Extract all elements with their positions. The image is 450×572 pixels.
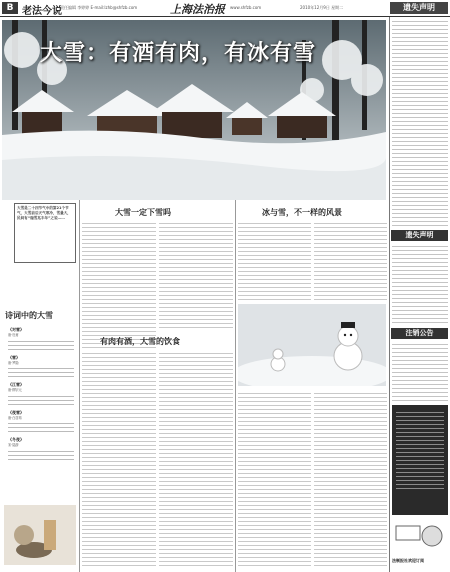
article-body	[82, 350, 156, 568]
poem-author: 宋·陆游	[8, 443, 19, 448]
column-title: 老法今说	[22, 6, 62, 17]
poem-body	[8, 365, 74, 379]
masthead: 上海法治报	[170, 3, 225, 16]
poem-body	[8, 448, 74, 462]
poem-item	[8, 355, 74, 380]
poems-title: 诗词中的大雪	[5, 311, 53, 320]
article-title: 有肉有酒，大雪的饮食	[100, 337, 180, 346]
poem-item	[8, 437, 74, 462]
notice-list	[392, 18, 448, 228]
poem-list	[8, 324, 74, 462]
article-body	[314, 220, 387, 300]
article-title: 大雪一定下雪吗	[115, 208, 171, 217]
poem-title: 《江雪》	[8, 382, 24, 388]
article-title: 冰与雪，不一样的风景	[262, 208, 342, 217]
intro-box	[14, 203, 76, 263]
poem-author: 唐·杜甫	[8, 333, 19, 337]
poem-author: 唐·罗隐	[8, 360, 19, 365]
notice-header-2: 遗失声明	[391, 230, 448, 241]
notice-list	[392, 243, 448, 325]
divider	[389, 17, 390, 572]
edition-meta: 责任编辑 李婷婷 E-mail:lzhb@shfzb.com	[60, 5, 138, 10]
poem-title: 《冬夜》	[8, 437, 24, 443]
poem-item	[8, 327, 74, 352]
announcement-header: 注销公告	[391, 328, 448, 339]
divider	[79, 200, 80, 572]
masthead-url: www.shfzb.com	[230, 5, 262, 10]
divider	[235, 200, 236, 572]
snowman-photo	[238, 304, 386, 386]
poem-author: 唐·柳宗元	[8, 388, 22, 393]
poem-item	[8, 410, 74, 435]
poem-title: 《夜雪》	[8, 409, 24, 415]
notice-header: 遗失声明	[390, 2, 448, 14]
ad-text	[396, 409, 444, 489]
ad-block	[392, 405, 448, 515]
poem-body	[8, 338, 74, 352]
poem-title: 《对雪》	[8, 327, 24, 332]
section-badge: B	[2, 2, 18, 14]
intro-text: 大雪是二十四节气中的第21个节气，大雪前后天气寒冷，雪量大，民间有“瑞雪兆丰年”之说……	[17, 206, 71, 220]
poem-title: 《雪》	[8, 354, 20, 360]
footer-note: 法制报社欢迎订阅	[392, 558, 424, 563]
cartoon	[392, 520, 448, 554]
article-body	[159, 350, 233, 568]
hero-headline: 大雪：有酒有肉，有冰有雪	[40, 40, 317, 66]
poem-body	[8, 420, 74, 434]
date-meta: 2010年12月9日 星期二	[300, 5, 344, 10]
poem-item	[8, 382, 74, 407]
announcement-list	[392, 341, 448, 401]
article-body	[314, 390, 387, 568]
poem-body	[8, 393, 74, 407]
poem-author: 唐·白居易	[8, 415, 22, 420]
article-body	[159, 220, 233, 330]
article-body	[238, 390, 311, 568]
wine-photo	[4, 505, 76, 565]
article-body	[238, 220, 311, 300]
